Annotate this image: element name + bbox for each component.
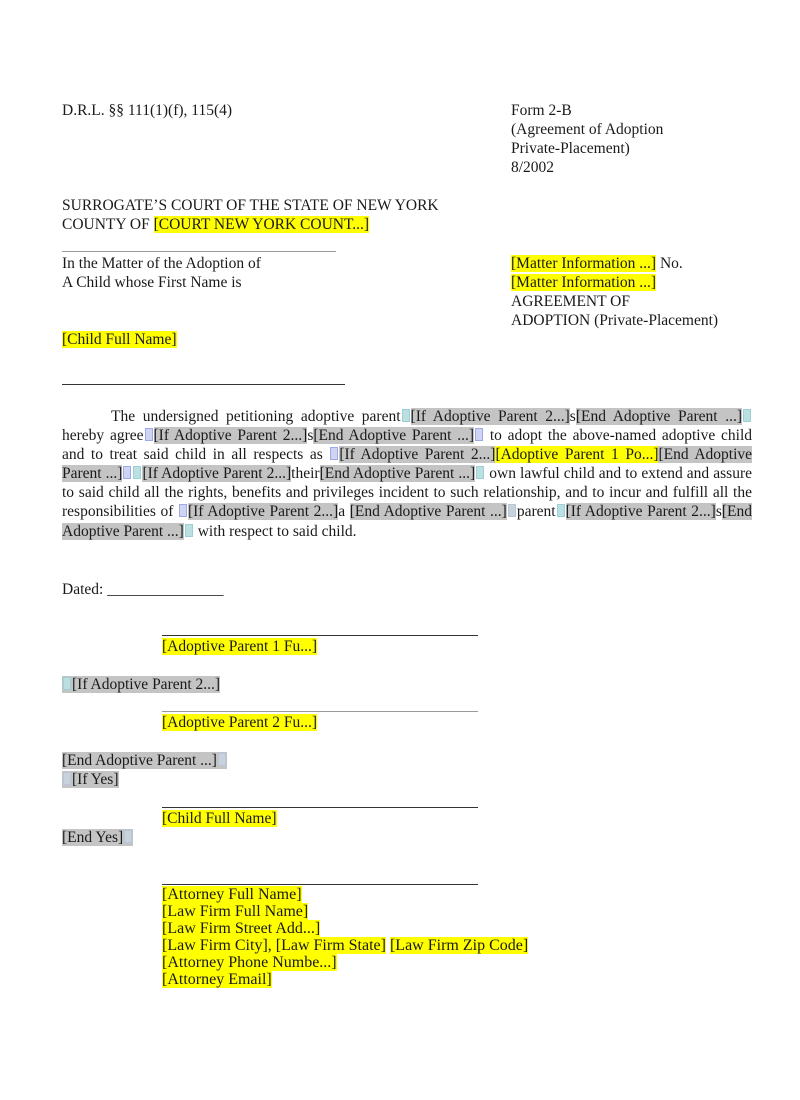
- child-signature-name-field[interactable]: [Child Full Name]: [162, 810, 277, 827]
- law-firm-zip-field[interactable]: [Law Firm Zip Code]: [389, 937, 529, 954]
- signature-line-2: [162, 711, 478, 712]
- caption-left: [62, 254, 261, 292]
- adoptive-parent-2-name-field[interactable]: [Adoptive Parent 2 Fu...]: [162, 714, 317, 731]
- caption-bottom-rule: [62, 384, 345, 385]
- field-marker-icon: [63, 677, 71, 690]
- statute-citation: D.R.L. §§ 111(1)(f), 115(4): [62, 102, 233, 119]
- if-adoptive-parent-2-field[interactable]: [If Adoptive Parent 2...]: [187, 503, 339, 521]
- matter-line-1: In the Matter of the Adoption of: [62, 255, 261, 272]
- matter-info-field-2[interactable]: [Matter Information ...]: [511, 274, 657, 291]
- field-marker-icon: [508, 504, 516, 517]
- agreement-title-1: AGREEMENT OF: [511, 293, 630, 310]
- if-ap2-block: [62, 675, 220, 694]
- if-yes-field[interactable]: [62, 771, 119, 788]
- if-adoptive-parent-2-field[interactable]: [If Adoptive Parent 2...]: [565, 503, 716, 521]
- body-text-2: hereby agree: [62, 427, 144, 445]
- field-marker-icon: [133, 466, 141, 479]
- end-adoptive-parent-field[interactable]: [End Adoptive Parent ...]: [313, 427, 475, 445]
- attorney-phone-field[interactable]: [Attorney Phone Numbe...]: [162, 954, 337, 971]
- field-marker-icon: [124, 830, 132, 843]
- adoptive-parent-1-name-field[interactable]: [Adoptive Parent 1 Fu...]: [162, 638, 317, 655]
- law-firm-state-field[interactable]: [Law Firm State]: [275, 937, 386, 954]
- parent-text: parent: [516, 503, 556, 521]
- form-info: [511, 101, 663, 177]
- if-adoptive-parent-2-field[interactable]: [If Adoptive Parent 2...]: [142, 465, 292, 483]
- dated-label: Dated:: [62, 581, 108, 598]
- plural-s: s: [307, 427, 314, 445]
- county-line: [62, 215, 439, 234]
- matter-info-line-2: [511, 273, 718, 292]
- plural-s: s: [569, 408, 576, 425]
- field-marker-icon: [476, 466, 484, 479]
- end-yes-block: [62, 828, 133, 847]
- end-adoptive-parent-field[interactable]: [End Adoptive Parent ...]: [349, 503, 507, 521]
- end-ap-label: [End Adoptive Parent ...]: [62, 752, 217, 769]
- signature-line-1: [162, 635, 478, 636]
- signature-line-child: [162, 807, 478, 808]
- end-adoptive-parent-field[interactable]: [End Adoptive Parent ...]: [319, 465, 476, 483]
- field-marker-icon: [185, 524, 193, 537]
- field-marker-icon: [402, 409, 410, 422]
- if-ap2-label: [If Adoptive Parent 2...]: [72, 676, 221, 693]
- court-name: SURROGATE’S COURT OF THE STATE OF NEW YORK: [62, 197, 439, 214]
- body-text-5: with respect to said child.: [193, 522, 357, 540]
- end-field-part-b: ...]: [725, 408, 743, 425]
- body-text-1: The undersigned petitioning adoptive parent: [111, 408, 401, 425]
- matter-line-2: A Child whose First Name is: [62, 274, 242, 291]
- form-date: 8/2002: [511, 159, 555, 176]
- caption-child: [62, 330, 177, 349]
- law-firm-street-field[interactable]: [Law Firm Street Add...]: [162, 920, 321, 937]
- end-adoptive-parent-field[interactable]: [576, 408, 742, 425]
- agreement-title-2: ADOPTION (Private-Placement): [511, 312, 719, 329]
- county-field[interactable]: [COURT NEW YORK COUNT...]: [153, 216, 370, 233]
- law-firm-city-field[interactable]: [Law Firm City]: [162, 937, 268, 954]
- plural-s: s: [715, 503, 722, 521]
- dated-blank[interactable]: _______________: [107, 581, 224, 598]
- court-heading: [62, 196, 439, 234]
- field-marker-icon: [557, 504, 565, 517]
- signature-child: [162, 809, 277, 828]
- agreement-paragraph: [62, 407, 752, 541]
- form-title-line-1: (Agreement of Adoption: [511, 121, 664, 138]
- end-field-part-a: [End Adoptive Parent: [575, 408, 718, 425]
- field-marker-icon: [475, 428, 483, 441]
- if-adoptive-parent-2-field[interactable]: [62, 676, 220, 693]
- end-adoptive-parent-field[interactable]: [End Adoptive Parent ...]: [62, 446, 753, 483]
- field-marker-icon: [123, 466, 131, 479]
- child-name-field[interactable]: [Child Full Name]: [62, 331, 177, 348]
- matter-number-line: [511, 254, 718, 273]
- signature-2: [162, 713, 317, 732]
- dated-line: [62, 580, 223, 599]
- signature-1: [162, 637, 317, 656]
- field-marker-icon: [218, 753, 226, 766]
- field-marker-icon: [179, 504, 187, 517]
- if-yes-label: [If Yes]: [72, 771, 119, 788]
- attorney-signature-line: [162, 884, 478, 885]
- field-marker-icon: [63, 772, 71, 785]
- form-title-line-2: Private-Placement): [511, 140, 630, 157]
- caption-top-rule: [62, 251, 336, 252]
- article-a: a: [338, 503, 350, 521]
- field-marker-icon: [330, 447, 338, 460]
- law-firm-name-field[interactable]: [Law Firm Full Name]: [162, 903, 309, 920]
- attorney-name-field[interactable]: [Attorney Full Name]: [162, 886, 302, 903]
- attorney-email-field[interactable]: [Attorney Email]: [162, 971, 272, 988]
- their-text: their: [291, 465, 320, 483]
- adoptive-parent-1-pos-field[interactable]: [Adoptive Parent 1 Po...]: [495, 446, 659, 464]
- matter-no-label: No.: [656, 255, 683, 272]
- attorney-block: [162, 886, 528, 988]
- field-marker-icon: [145, 428, 153, 441]
- matter-info-field-1[interactable]: [Matter Information ...]: [511, 255, 657, 272]
- if-adoptive-parent-2-field[interactable]: [If Adoptive Parent 2...]: [153, 427, 308, 445]
- end-adoptive-parent-field[interactable]: [End Adoptive Parent ...]: [62, 503, 753, 540]
- end-adoptive-parent-field[interactable]: [62, 752, 227, 769]
- body-text-4: own lawful child and to extend and assure to said child all the rights, benefits and privileges incident to such relationship, and to incur and fulfill all the responsibilities of: [62, 465, 752, 521]
- end-ap-block: [62, 751, 227, 789]
- if-adoptive-parent-2-field[interactable]: [If Adoptive Parent 2...]: [410, 408, 570, 425]
- end-yes-field[interactable]: [62, 829, 133, 846]
- county-label: COUNTY OF: [62, 216, 154, 233]
- caption-right: [511, 254, 718, 330]
- if-adoptive-parent-2-field[interactable]: [If Adoptive Parent 2...]: [339, 446, 496, 464]
- field-marker-icon: [743, 409, 751, 422]
- body-text-3: to adopt the above-named adoptive child and to treat said child in all respects as: [62, 427, 752, 464]
- form-number: Form 2-B: [511, 102, 572, 119]
- end-yes-label: [End Yes]: [62, 829, 124, 846]
- city-state-separator: ,: [267, 937, 276, 954]
